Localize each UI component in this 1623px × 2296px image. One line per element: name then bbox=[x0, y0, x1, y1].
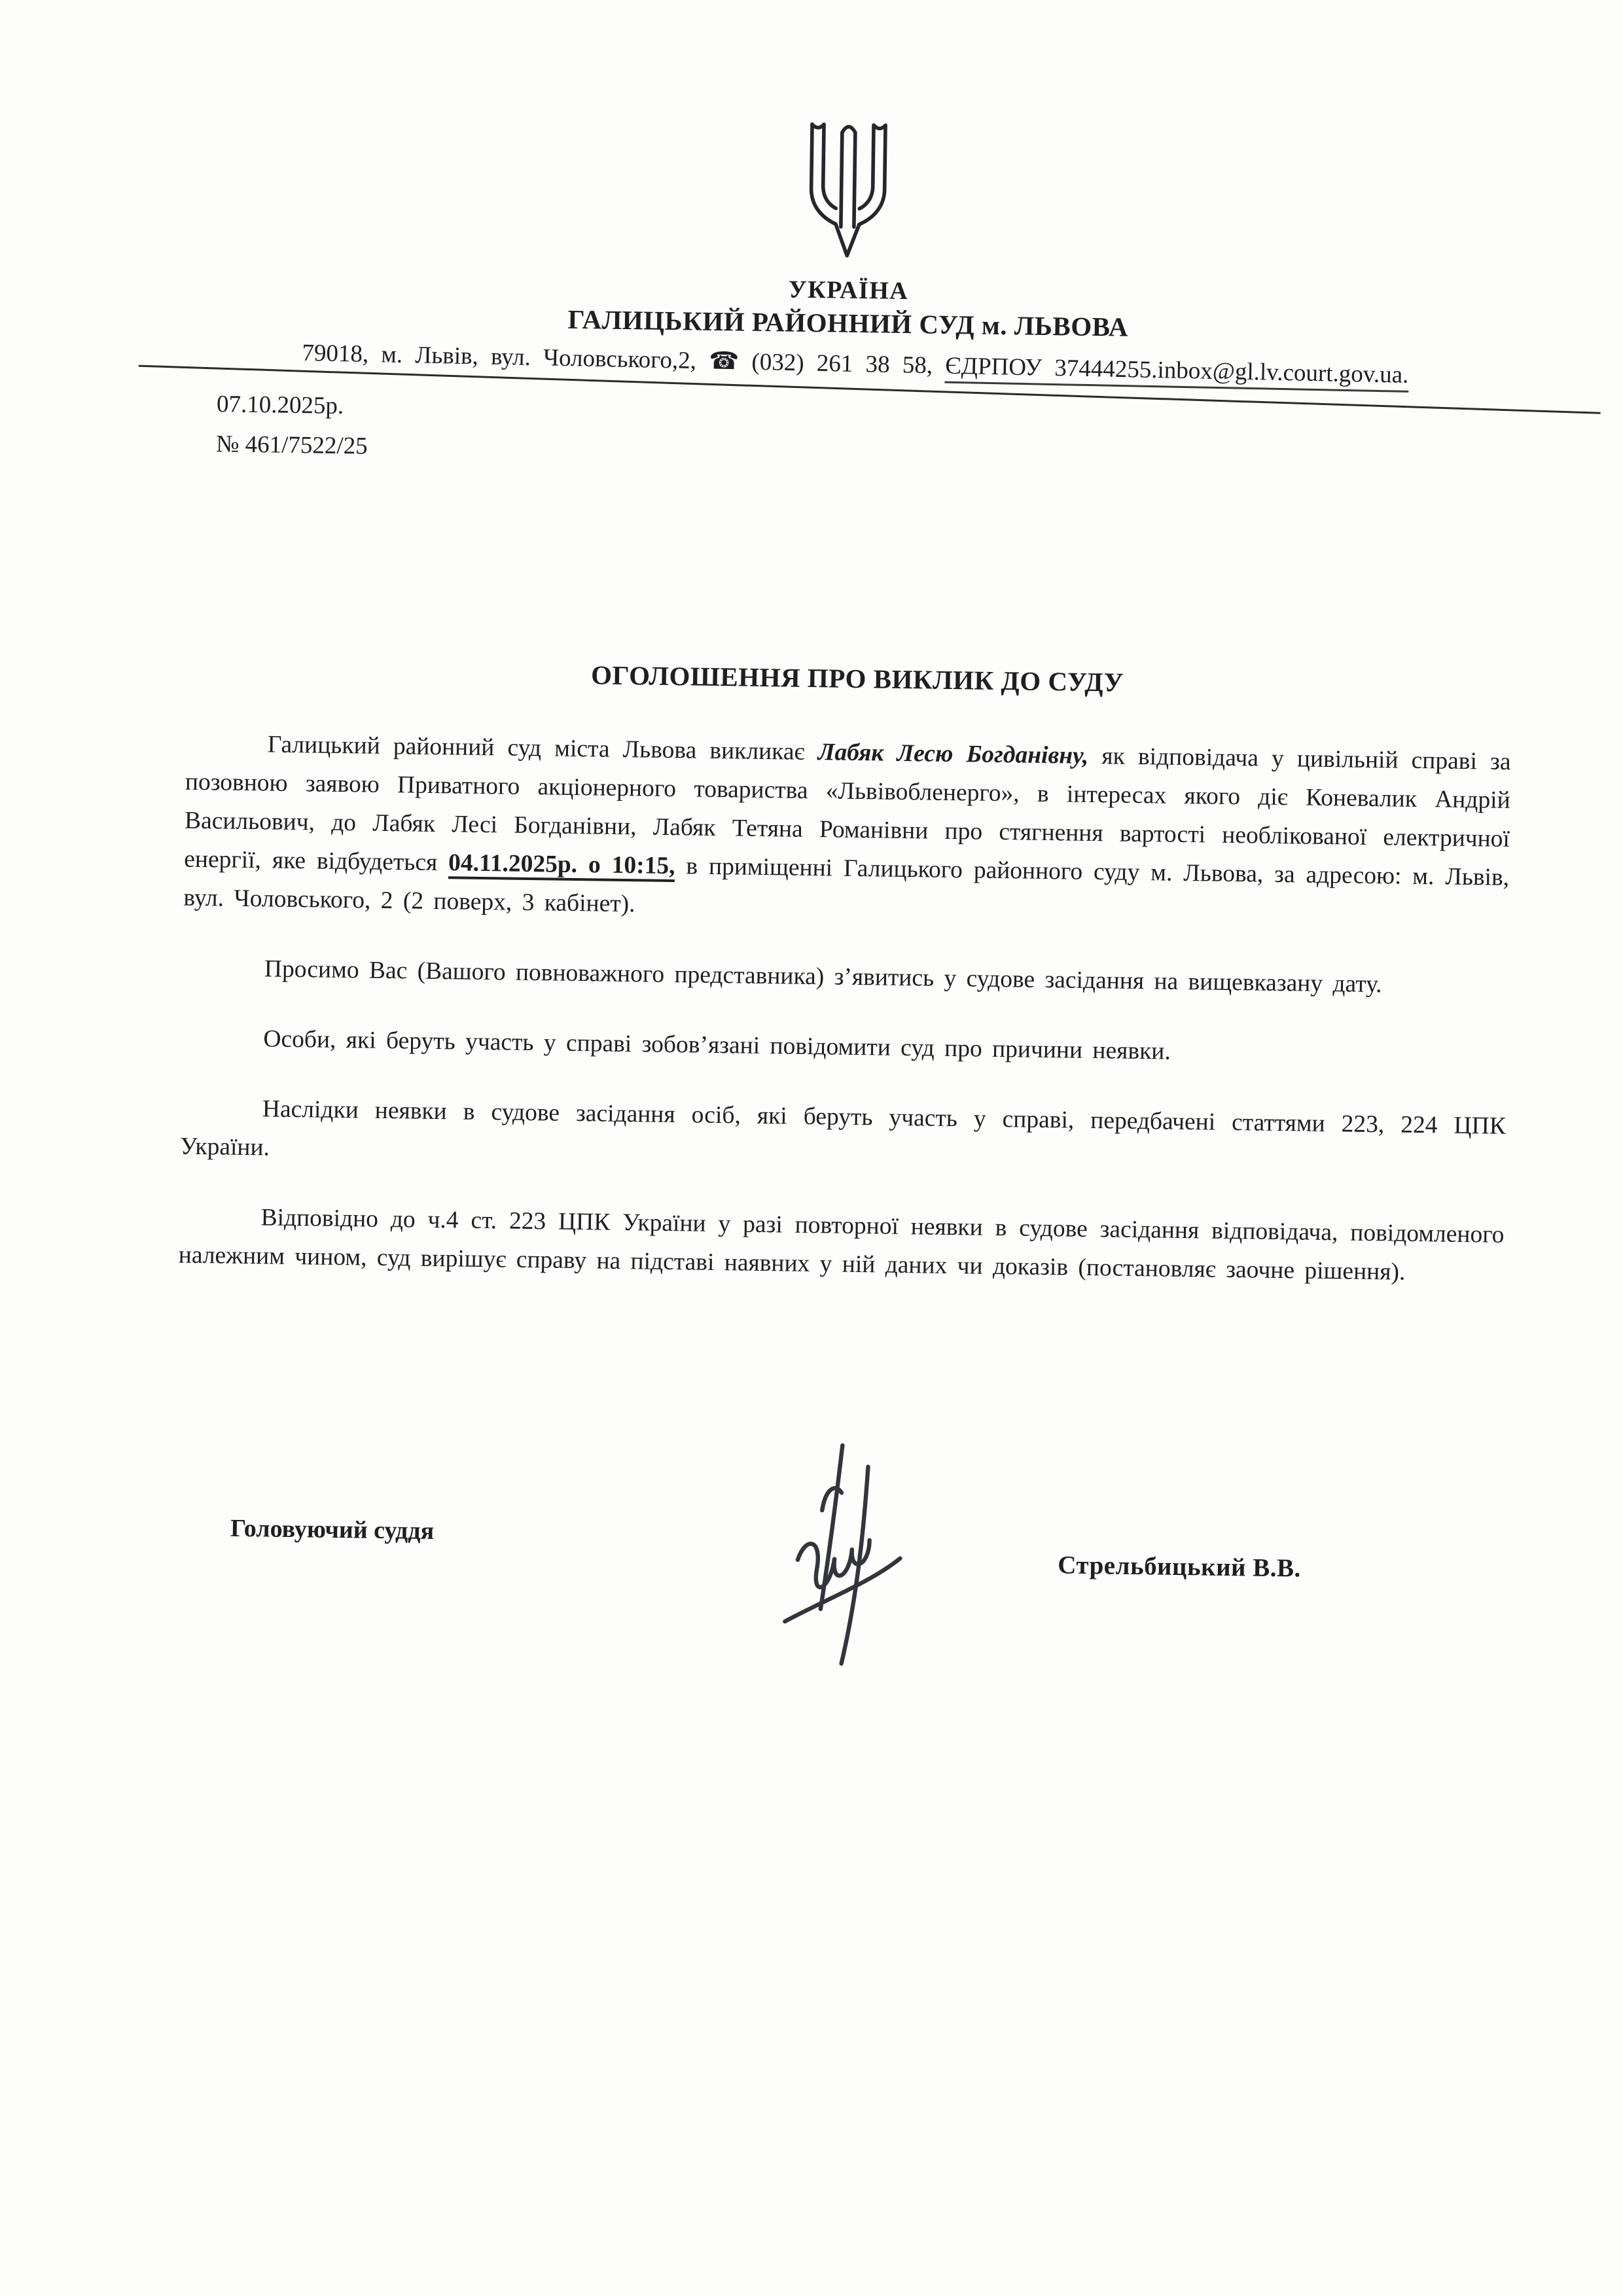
summons-lead: Галицький районний суд міста Львова викликає bbox=[267, 731, 819, 766]
signature-row bbox=[172, 1422, 1501, 1715]
judge-signature bbox=[749, 1430, 922, 1684]
country-label: УКРАЇНА bbox=[788, 275, 909, 306]
paragraph-summons bbox=[183, 724, 1511, 936]
document-content bbox=[172, 654, 1512, 1715]
registry-email: ЄДРПОУ 37444255.inbox@gl.lv.court.gov.ua. bbox=[945, 353, 1409, 393]
hearing-datetime: 04.11.2025р. о 10:15, bbox=[448, 849, 675, 882]
summons-mid: як відповідача у цивільній справі за позовною заявою Приватного акціонерного товариства «Львівобленерго», в інтересах якого діє Коневалик Андрій Васильович, до Лабяк Лесі Богданівни, Лабяк Тетяна Романівни про стягнення вартості необлікованої електричної енергії, яке відбудеться bbox=[183, 742, 1511, 877]
street-address: 79018, м. Львів, вул. Чоловського,2, bbox=[302, 339, 697, 375]
court-letterhead bbox=[5, 105, 1623, 389]
court-name: ГАЛИЦЬКИЙ РАЙОННИЙ СУД м. ЛЬВОВА bbox=[567, 304, 1129, 342]
document-date: 07.10.2025р. bbox=[216, 391, 344, 419]
phone-icon: ☎ bbox=[708, 347, 740, 376]
paragraph-duty-to-notify: Особи, які беруть участь у справі зобов’язані повідомити суд про причини неявки. bbox=[263, 1025, 1171, 1065]
summons-tail: в приміщенні Галицького районного суду м. Львова, за адресою: м. Львів, вул. Чоловського, 2 (2 поверх, 3 кабінет). bbox=[183, 853, 1510, 918]
judge-title-label: Головуючий суддя bbox=[230, 1514, 435, 1545]
judge-name: Стрельбицький В.В. bbox=[1058, 1551, 1302, 1583]
case-number: № 461/7522/25 bbox=[215, 431, 368, 460]
paragraph-absence-rule: Відповідно до ч.4 ст. 223 ЦПК України у разі повторної неявки в судове засідання відповідача, повідомленого належним чином, суд вирішує справу на підставі наявних у ній даних чи доказів (постановляє заочне рішення). bbox=[178, 1204, 1505, 1286]
phone-number: (032) 261 38 58, bbox=[751, 348, 933, 380]
ukraine-trident-emblem bbox=[6, 105, 1623, 278]
paragraph-request: Просимо Вас (Вашого повноважного представника) з’явитись у судове засідання на вищевказану дату. bbox=[264, 955, 1382, 998]
defendant-name: Лабяк Лесю Богданівну, bbox=[817, 739, 1089, 769]
paragraph-consequences: Наслідки неявки в судове засідання осіб, які беруть участь у справі, передбачені статтями 223, 224 ЦПК України. bbox=[179, 1095, 1507, 1161]
document-title: ОГОЛОШЕННЯ ПРО ВИКЛИК ДО СУДУ bbox=[590, 660, 1124, 698]
date-and-number-block bbox=[216, 384, 368, 466]
